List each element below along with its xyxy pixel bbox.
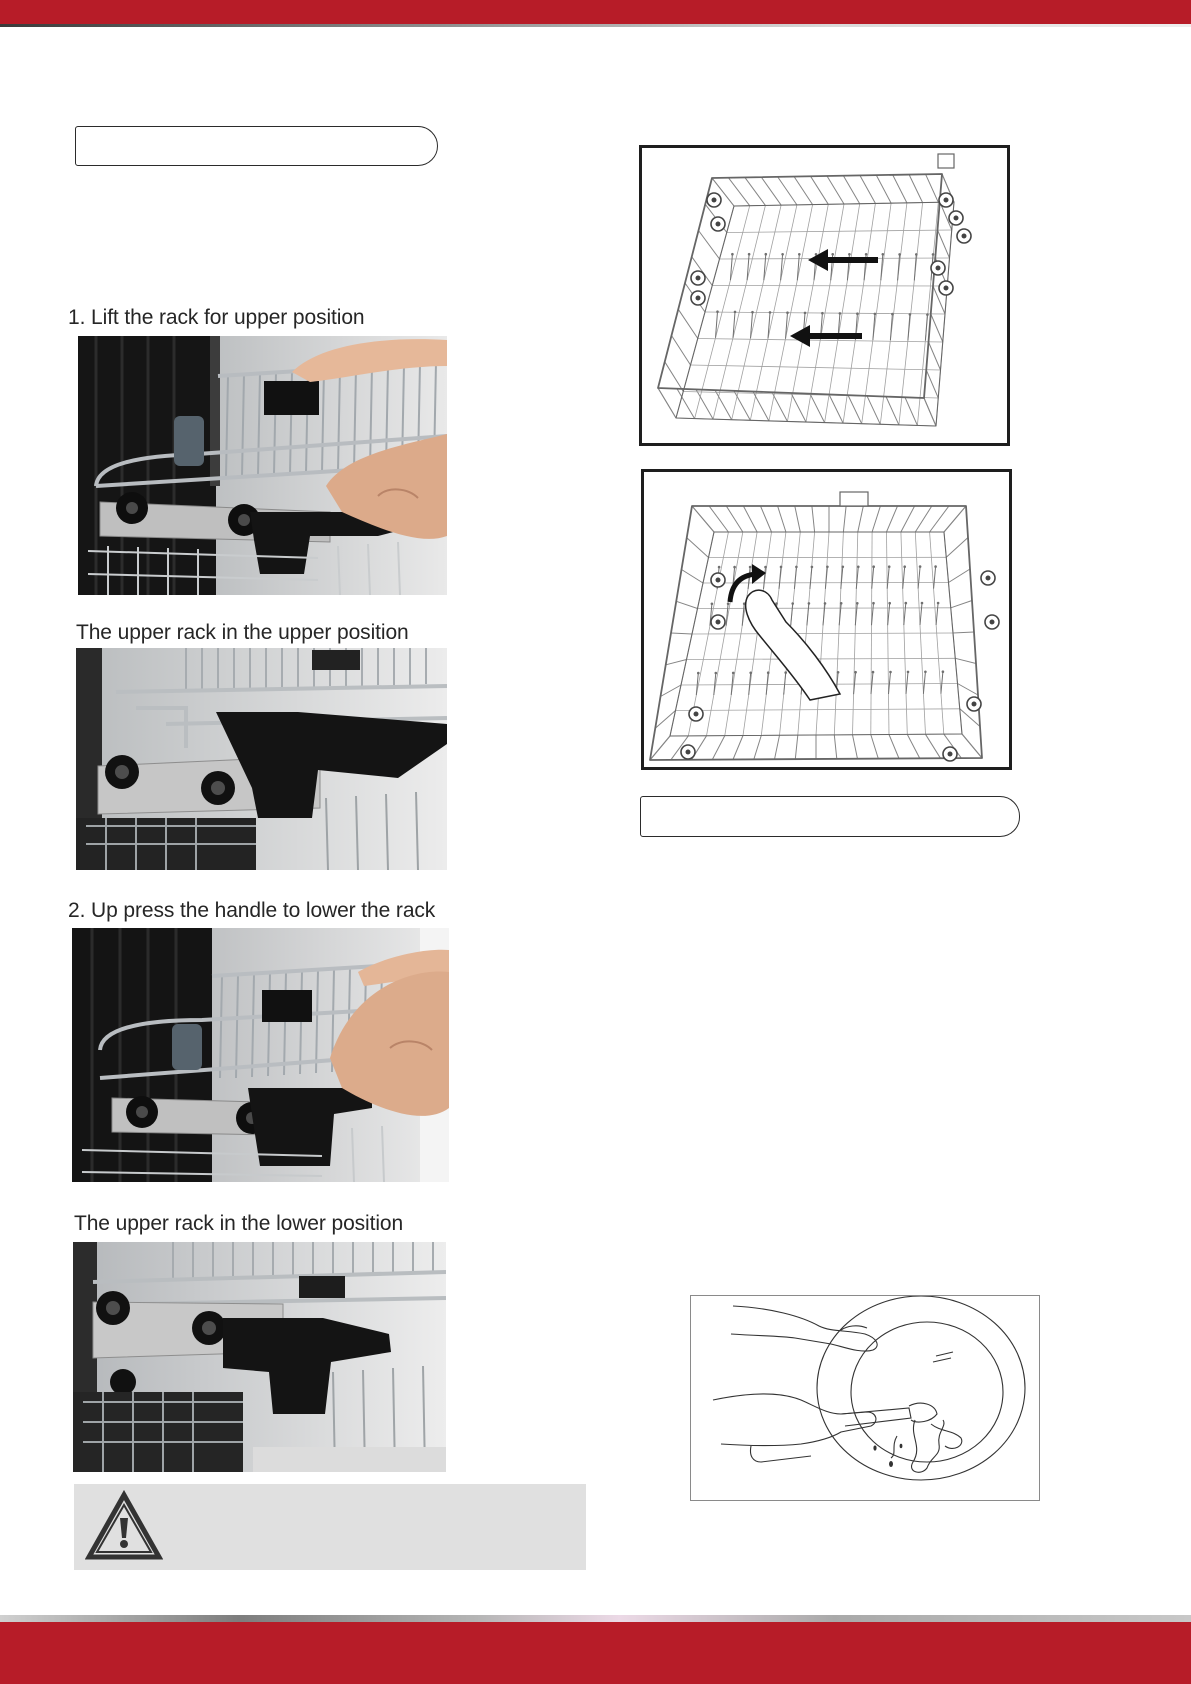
rack-wire [712, 736, 725, 760]
rack-wire [953, 632, 974, 633]
rack-wires [650, 492, 999, 761]
rack-wheel-hub [694, 712, 699, 717]
rack-wheel-hub [948, 752, 953, 757]
tine-tip [865, 253, 868, 256]
section-heading-box-left [75, 126, 438, 166]
rack-wire [745, 177, 766, 205]
rack-wire [886, 397, 899, 425]
rack-wire [904, 603, 906, 625]
tine-tip [821, 312, 824, 315]
tine-tip [854, 671, 857, 674]
rack-wheel-hub [686, 750, 691, 755]
rack-wheel-hub [962, 234, 967, 239]
tine-tip [837, 671, 840, 674]
rack-wire [918, 567, 920, 589]
rack-wire [926, 734, 941, 758]
rack-wire [843, 176, 859, 204]
photo-rack-lower-position-image [73, 1242, 446, 1472]
tine-tip [765, 253, 768, 256]
rack-wire [807, 603, 809, 625]
rack-wire [872, 506, 880, 532]
rack-wire [920, 603, 922, 625]
rack-wire [791, 393, 806, 422]
tine-tip [907, 671, 910, 674]
rack-wheel-hub [716, 222, 721, 227]
rack-wire [958, 684, 979, 696]
rack-wire [812, 506, 815, 532]
tine-tip [888, 565, 891, 568]
tine-tip [826, 566, 829, 569]
rack-wheel-hub [944, 286, 949, 291]
tine-tip [751, 311, 754, 314]
arrow-left-icon [790, 325, 862, 347]
tine-tip [731, 253, 734, 256]
tine-tip [824, 602, 827, 605]
rack-diagram-arrows [639, 145, 1010, 446]
rack-wire [876, 175, 891, 203]
tine-tip [872, 602, 875, 605]
tine-tip [872, 565, 875, 568]
rack-wire [960, 709, 980, 727]
rack-wire [871, 735, 879, 759]
tine-tip [791, 602, 794, 605]
rack-wire [834, 735, 837, 759]
tine-tip [734, 311, 737, 314]
rack-wire [676, 601, 697, 608]
photo-rack-upper-position [76, 648, 447, 870]
rack-wire [795, 506, 801, 532]
rack-wire [811, 176, 829, 204]
rack-wire [860, 175, 876, 203]
tine-tip [697, 672, 700, 675]
rack-wire [761, 506, 772, 532]
rack-wire [893, 175, 907, 203]
rack-wire [784, 673, 786, 695]
rack-wire [658, 388, 676, 418]
rack-wires [658, 154, 971, 426]
tine-tip [921, 602, 924, 605]
rack-wire [936, 603, 938, 625]
rack-wire [934, 567, 936, 589]
plate-scraping-illustration [690, 1295, 1040, 1501]
arrow-left-icon [808, 249, 878, 271]
tine-tip [733, 566, 736, 569]
rack-wire [888, 603, 890, 625]
rack-wheel-hub [954, 216, 959, 221]
rack-wire [915, 506, 932, 532]
rack-wheel-hub [936, 266, 941, 271]
rack-wire [907, 734, 920, 758]
rack-wire [848, 395, 862, 424]
rack-wire [887, 567, 889, 589]
rack-wire [810, 567, 812, 589]
rack-wire [682, 570, 704, 584]
rack-wire [754, 735, 762, 759]
tine-tip [882, 253, 885, 256]
rack-wire [962, 734, 982, 758]
footer-bar [0, 1622, 1191, 1684]
rack-diagram-hand-image [644, 472, 1009, 767]
rack-wire [931, 314, 943, 342]
rack-wire [946, 538, 968, 558]
rack-wire [944, 506, 966, 532]
rack-wire [661, 685, 682, 697]
rack-wire [853, 735, 858, 759]
tine-tip [919, 565, 922, 568]
tine-tip [764, 566, 767, 569]
rack-wire [791, 604, 793, 626]
photo-lift-rack [78, 336, 447, 595]
header-bar [0, 0, 1191, 24]
tine-tip [842, 566, 845, 569]
rack-wire [733, 736, 743, 760]
tine-tip [889, 671, 892, 674]
rack-wire [887, 506, 898, 532]
rack-wire [734, 391, 750, 420]
tine-tip [767, 671, 770, 674]
rack-wire [843, 506, 846, 532]
rack-wire [827, 176, 844, 204]
rack-wire [678, 309, 698, 338]
tine-tip [924, 671, 927, 674]
rack-wire [903, 567, 905, 589]
tine-tip [804, 312, 807, 315]
rack-handle [938, 154, 954, 168]
rack-wire [951, 601, 972, 608]
rack-wheel-hub [716, 620, 721, 625]
tine-tip [874, 313, 877, 316]
tine-tip [926, 313, 929, 316]
rack-wire [926, 370, 938, 398]
rack-wire [761, 177, 781, 205]
rack-wheel-hub [716, 578, 721, 583]
rack-wire [926, 174, 939, 202]
tine-tip [915, 253, 918, 256]
tine-tip [711, 603, 714, 606]
rack-wire [794, 177, 813, 205]
rack-wire [712, 286, 947, 287]
photo-rack-upper-position-image [76, 648, 447, 870]
tine-tip [937, 602, 940, 605]
rack-wire [672, 336, 691, 366]
tine-tip [872, 671, 875, 674]
photo-rack-lower-position [73, 1242, 446, 1472]
tine-tip [898, 253, 901, 256]
lower-position-caption: The upper rack in the lower position [74, 1212, 404, 1235]
tine-tip [769, 311, 772, 314]
rack-wire [726, 506, 743, 532]
rack-wheel-hub [944, 198, 949, 203]
rack-wire [930, 506, 949, 532]
rack-wire [867, 396, 880, 424]
section-heading-box-right [640, 796, 1020, 837]
rack-wire [665, 362, 684, 392]
tine-tip [749, 566, 752, 569]
rack-wire [810, 394, 825, 423]
rack-wheel-hub [712, 198, 717, 203]
tine-tip [905, 602, 908, 605]
tine-tip [718, 566, 721, 569]
photo-lift-rack-image [78, 336, 447, 595]
rack-wire [905, 397, 917, 425]
rack-wire [924, 398, 936, 426]
tine-tip [716, 310, 719, 313]
rack-wire [666, 660, 687, 665]
header-divider [0, 24, 1191, 27]
tine-tip [811, 566, 814, 569]
rack-wire [699, 231, 720, 260]
rack-wire [901, 506, 915, 532]
rack-wire [955, 658, 976, 663]
rack-wire [728, 178, 749, 206]
tine-tip [934, 565, 937, 568]
rack-wire [692, 633, 953, 634]
tine-tip [784, 671, 787, 674]
upper-position-caption: The upper rack in the upper position [76, 621, 409, 644]
tine-tip [781, 253, 784, 256]
rack-wire [692, 506, 714, 532]
tine-tip [749, 672, 752, 675]
tine-tip [840, 602, 843, 605]
rack-wire [795, 735, 798, 759]
photo-lower-rack [72, 928, 449, 1182]
rack-wire [778, 506, 786, 532]
rack-wire [858, 506, 864, 532]
rack-wire [889, 735, 899, 759]
rack-wheel-hub [990, 620, 995, 625]
tine-tip [856, 312, 859, 315]
tine-tip [857, 566, 860, 569]
warning-icon-graphic [85, 1490, 163, 1562]
step2-caption: 2. Up press the handle to lower the rack [68, 899, 436, 922]
rack-wire [889, 672, 891, 694]
tine-tip [808, 602, 811, 605]
rack-wire [929, 342, 941, 370]
tine-tip [727, 602, 730, 605]
tine-tip [891, 313, 894, 316]
tine-tip [942, 670, 945, 673]
tine-tip [780, 566, 783, 569]
step1-caption: 1. Lift the rack for upper position [68, 306, 365, 329]
rack-wire [938, 230, 950, 258]
rack-wheel-hub [972, 702, 977, 707]
tine-tip [795, 566, 798, 569]
rack-diagram-arrows-image [642, 148, 1007, 443]
tine-tip [856, 602, 859, 605]
rack-wire [906, 672, 908, 694]
rack-diagram-hand [641, 469, 1012, 770]
photo-lower-rack-image [72, 928, 449, 1182]
rack-wire [909, 175, 923, 203]
rack-wire [941, 672, 943, 694]
rack-wheel-hub [696, 276, 701, 281]
tine-tip [839, 312, 842, 315]
rack-wire [923, 672, 925, 694]
warning-icon [85, 1490, 163, 1562]
plate-scraping-image [691, 1296, 1039, 1500]
rack-wire [778, 177, 797, 205]
rack-wire [949, 569, 971, 583]
tine-tip [748, 253, 751, 256]
warning-box [74, 1484, 586, 1570]
rack-wire [775, 735, 780, 759]
rack-wire [794, 567, 796, 589]
rack-wire [925, 315, 927, 341]
rack-wire [715, 390, 732, 420]
rack-wire [687, 538, 709, 558]
tine-tip [848, 253, 851, 256]
rack-wheel-hub [696, 296, 701, 301]
rack-wire [709, 506, 728, 532]
rack-wire [671, 633, 692, 634]
tine-tip [909, 313, 912, 316]
rack-wire [743, 506, 757, 532]
rack-wire [829, 394, 843, 423]
tine-tip [798, 253, 801, 256]
tine-tip [715, 672, 718, 675]
tine-tip [888, 602, 891, 605]
tine-tip [831, 253, 834, 256]
rack-handle [840, 492, 868, 506]
rack-wire [753, 392, 769, 421]
tine-tip [903, 565, 906, 568]
tine-tip [732, 672, 735, 675]
tine-tip [932, 253, 935, 256]
rack-wire [772, 392, 787, 421]
tine-tip [786, 311, 789, 314]
rack-wheel-hub [986, 576, 991, 581]
